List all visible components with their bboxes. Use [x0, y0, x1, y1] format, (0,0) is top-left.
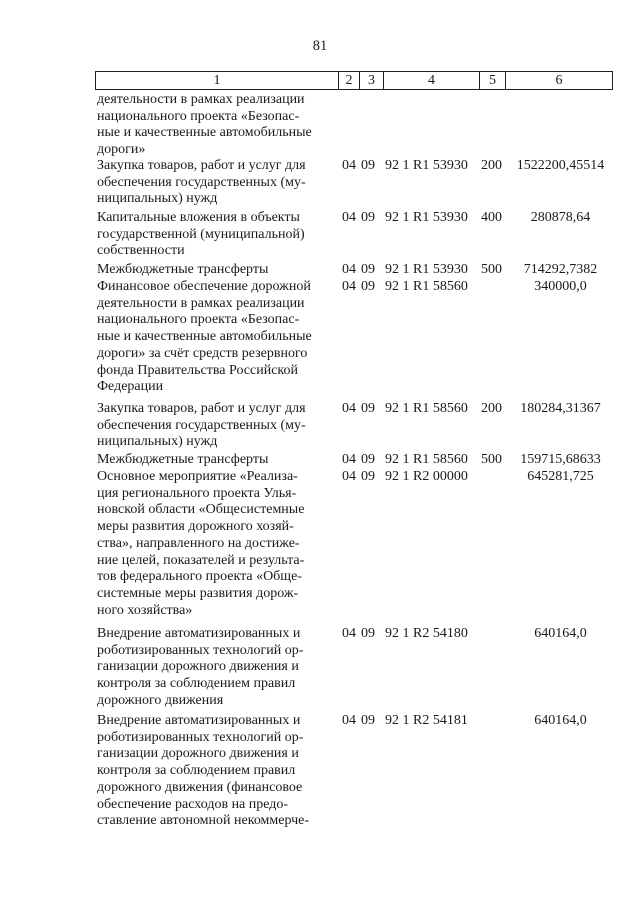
- row-amount: 280878,64: [530, 210, 591, 225]
- page-number: 81: [312, 38, 328, 54]
- row-name: Финансовое обеспечение дорожной деятельности в рамках реализации национального проекта «Безопас- ные и качественные автомобильные дороги» за счёт средств резервного фонда Правительства Российской Федерации: [97, 279, 312, 395]
- row-target-item: 92 1 R2 00000: [385, 469, 468, 484]
- row-amount: 714292,7382: [523, 262, 598, 277]
- row-expense-type: 400: [481, 210, 502, 225]
- row-target-item: 92 1 R2 54180: [385, 626, 468, 641]
- row-name: Межбюджетные трансферты: [97, 452, 269, 467]
- header-col-4: 4: [383, 71, 480, 90]
- row-expense-type: 200: [481, 401, 502, 416]
- header-col-6: 6: [505, 71, 613, 90]
- row-section: 04: [342, 262, 356, 277]
- row-name: Внедрение автоматизированных и роботизированных технологий ор- ганизации дорожного движения и контроля за соблюдением правил дорожного движения (финансовое обеспечение расходов на предо- ставление автономной некоммерче-: [97, 713, 310, 829]
- row-expense-type: 500: [481, 452, 502, 467]
- row-amount: 1522200,45514: [516, 158, 605, 173]
- header-col-5: 5: [479, 71, 506, 90]
- row-target-item: 92 1 R1 58560: [385, 401, 468, 416]
- row-section: 04: [342, 713, 356, 728]
- row-amount: 640164,0: [534, 626, 587, 641]
- row-name: деятельности в рамках реализации национального проекта «Безопас- ные и качественные автомобильные дороги»: [97, 92, 312, 158]
- row-amount: 645281,725: [527, 469, 594, 484]
- row-target-item: 92 1 R1 58560: [385, 279, 468, 294]
- row-target-item: 92 1 R1 53930: [385, 210, 468, 225]
- row-subsection: 09: [361, 626, 375, 641]
- row-name: Внедрение автоматизированных и роботизированных технологий ор- ганизации дорожного движения и контроля за соблюдением правил дорожного движения: [97, 626, 304, 708]
- row-target-item: 92 1 R1 53930: [385, 158, 468, 173]
- row-expense-type: 200: [481, 158, 502, 173]
- row-target-item: 92 1 R2 54181: [385, 713, 468, 728]
- row-subsection: 09: [361, 210, 375, 225]
- row-amount: 640164,0: [534, 713, 587, 728]
- row-subsection: 09: [361, 279, 375, 294]
- header-col-1: 1: [95, 71, 339, 90]
- row-subsection: 09: [361, 452, 375, 467]
- row-section: 04: [342, 158, 356, 173]
- row-section: 04: [342, 469, 356, 484]
- row-amount: 340000,0: [534, 279, 587, 294]
- row-name: Закупка товаров, работ и услуг для обеспечения государственных (му- ниципальных) нужд: [97, 401, 306, 450]
- row-amount: 180284,31367: [520, 401, 601, 416]
- header-col-2: 2: [338, 71, 360, 90]
- row-subsection: 09: [361, 401, 375, 416]
- row-section: 04: [342, 210, 356, 225]
- row-subsection: 09: [361, 262, 375, 277]
- row-section: 04: [342, 401, 356, 416]
- row-expense-type: 500: [481, 262, 502, 277]
- row-name: Капитальные вложения в объекты государственной (муниципальной) собственности: [97, 210, 305, 259]
- row-subsection: 09: [361, 713, 375, 728]
- row-section: 04: [342, 279, 356, 294]
- row-section: 04: [342, 626, 356, 641]
- row-name: Закупка товаров, работ и услуг для обеспечения государственных (му- ниципальных) нужд: [97, 158, 306, 207]
- row-name: Межбюджетные трансферты: [97, 262, 269, 277]
- row-subsection: 09: [361, 469, 375, 484]
- row-target-item: 92 1 R1 53930: [385, 262, 468, 277]
- row-target-item: 92 1 R1 58560: [385, 452, 468, 467]
- header-col-3: 3: [359, 71, 384, 90]
- row-amount: 159715,68633: [520, 452, 601, 467]
- row-section: 04: [342, 452, 356, 467]
- row-name: Основное мероприятие «Реализа- ция регионального проекта Улья- новской области «Общесистемные меры развития дорожного хозяй- ства», направленного на достиже- ние целей, показателей и результа- тов федерального проекта «Обще- системные меры развития дорож- ного хозяйства»: [97, 469, 305, 618]
- row-subsection: 09: [361, 158, 375, 173]
